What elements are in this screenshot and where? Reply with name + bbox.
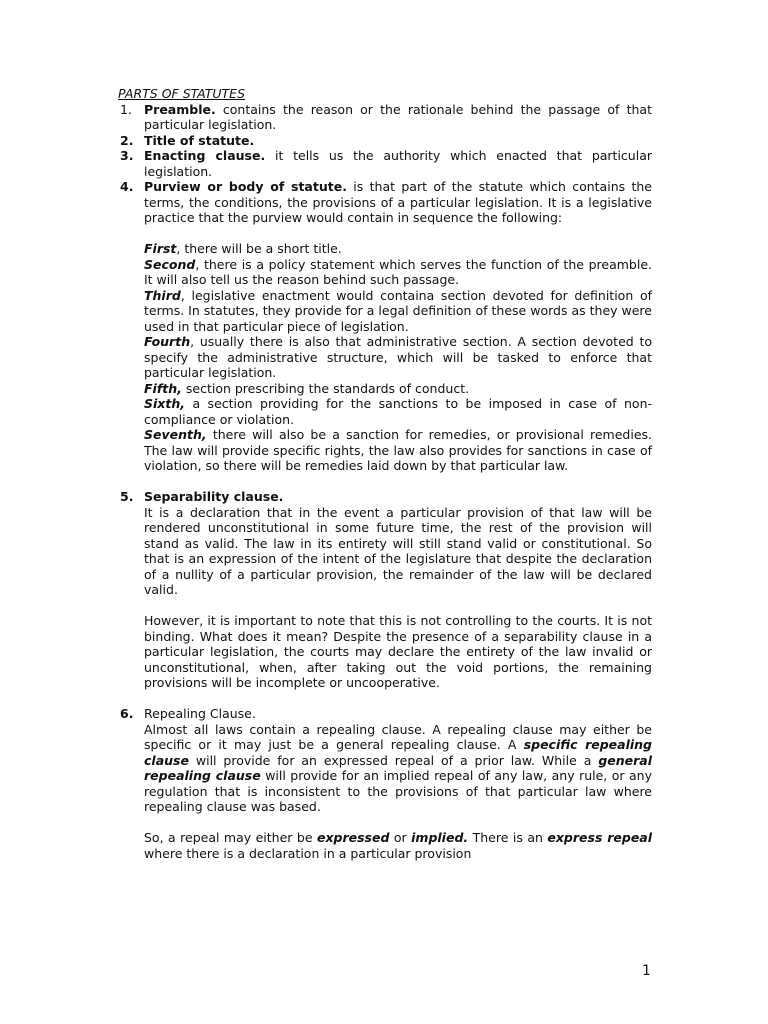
item-number: 6. bbox=[120, 706, 134, 721]
item-number: 1. bbox=[120, 101, 132, 117]
list-item-enacting-clause bbox=[118, 148, 652, 179]
item-label: Purview or body of statute. bbox=[144, 179, 347, 194]
text-run: where there is a declaration in a particular provision bbox=[144, 845, 472, 861]
item-label: Preamble. bbox=[144, 101, 216, 117]
emphasis-run: expressed bbox=[316, 830, 390, 845]
item-label: Repealing Clause. bbox=[144, 706, 256, 721]
item-label: Enacting clause. bbox=[144, 148, 266, 163]
sequence-text: , usually there is also that administrative section. A section devoted to specify the administrative structure, which will be tasked to enforce that particular legislation. bbox=[144, 334, 652, 380]
emphasis-run: specific repealing clause bbox=[144, 737, 652, 768]
sequence-lead: First bbox=[144, 241, 177, 256]
sequence-fourth bbox=[144, 334, 652, 381]
item-text: is that part of the statute which contains the terms, the conditions, the provisions of a particular legislation. It is a legislative practice that the purview would contain in sequence the following: bbox=[144, 179, 652, 225]
sequence-sixth bbox=[144, 396, 652, 427]
item-text: contains the reason or the rationale behind the passage of that particular legislation. bbox=[144, 101, 652, 132]
sequence-text: , legislative enactment would containa section devoted for definition of terms. In statutes, they provide for a legal definition of these words as they were used in that particular piece of legislation. bbox=[144, 287, 652, 334]
sequence-fifth bbox=[144, 381, 652, 397]
separability-paragraph-1: It is a declaration that in the event a particular provision of that law will be rendered unconstitutional in some future time, the rest of the provision will stand as valid. The law in its entirety will still stand valid or constitutional. So that is an expression of the intent of the legislature that despite the declaration of a nullity of a particular provision, the remainder of the law will be declared valid. bbox=[144, 504, 652, 597]
repealing-paragraph-2 bbox=[144, 830, 652, 861]
list-item-title bbox=[118, 133, 652, 149]
list-item-purview bbox=[118, 179, 652, 474]
text-run: There is an bbox=[468, 830, 548, 845]
item-number: 4. bbox=[120, 179, 134, 194]
sequence-text: there will also be a sanction for remedies, or provisional remedies. The law will provide specific rights, the law also provides for sanctions in case of violation, so there will be remedies laid down by that particular law. bbox=[144, 427, 652, 473]
sequence-lead: Sixth, bbox=[144, 396, 185, 411]
repealing-paragraph-1 bbox=[144, 722, 652, 815]
sequence-lead: Fifth, bbox=[144, 380, 182, 396]
sequence-lead: Seventh, bbox=[144, 427, 207, 442]
list-item-separability-clause bbox=[118, 489, 652, 691]
sequence-text: , there is a policy statement which serves the function of the preamble. It will also tell us the reason behind such passage. bbox=[144, 256, 652, 287]
sequence-second bbox=[144, 257, 652, 288]
item-text: it tells us the authority which enacted that particular legislation. bbox=[144, 148, 652, 179]
page-number: 1 bbox=[642, 963, 651, 979]
item-number: 5. bbox=[120, 489, 134, 504]
sequence-lead: Second bbox=[144, 256, 196, 272]
separability-paragraph-2: However, it is important to note that this is not controlling to the courts. It is not binding. What does it mean? Despite the presence of a separability clause in a particular legislation, the courts may declare the entirety of the law invalid or unconstitutional, when, after taking out the void portions, the remaining provisions will be incomplete or uncooperative. bbox=[144, 613, 652, 690]
sequence-text: a section providing for the sanctions to be imposed in case of non-compliance or violation. bbox=[144, 396, 652, 427]
emphasis-run: express repeal bbox=[547, 830, 653, 845]
text-run: So, a repeal may either be bbox=[144, 830, 317, 845]
text-run: Almost all laws contain a repealing clause. A repealing clause may either be specific or it may just be a general repealing clause. A bbox=[144, 721, 652, 752]
document-body bbox=[118, 86, 652, 861]
item-label: Separability clause. bbox=[144, 489, 284, 504]
item-label: Title of statute. bbox=[144, 132, 255, 148]
sequence-lead: Third bbox=[144, 287, 181, 303]
item-number: 2. bbox=[120, 132, 134, 148]
sequence-text: , there will be a short title. bbox=[176, 241, 342, 256]
text-run: or bbox=[389, 830, 412, 845]
document-heading: PARTS OF STATUTES bbox=[118, 86, 246, 101]
sequence-third bbox=[144, 288, 652, 335]
text-run: will provide for an implied repeal of any law, any rule, or any regulation that is inconsistent to the provisions of that particular law where repealing clause was based. bbox=[144, 768, 652, 814]
item-number: 3. bbox=[120, 148, 134, 163]
sequence-text: section prescribing the standards of conduct. bbox=[181, 380, 470, 396]
list-item-preamble bbox=[118, 102, 652, 133]
list-item-repealing-clause bbox=[118, 706, 652, 861]
emphasis-run: implied. bbox=[411, 830, 469, 845]
text-run: will provide for an expressed repeal of a prior law. While a bbox=[188, 752, 599, 768]
sequence-lead: Fourth bbox=[144, 334, 191, 349]
sequence-first bbox=[144, 241, 652, 257]
emphasis-run: general repealing clause bbox=[144, 752, 652, 783]
sequence-seventh bbox=[144, 427, 652, 474]
